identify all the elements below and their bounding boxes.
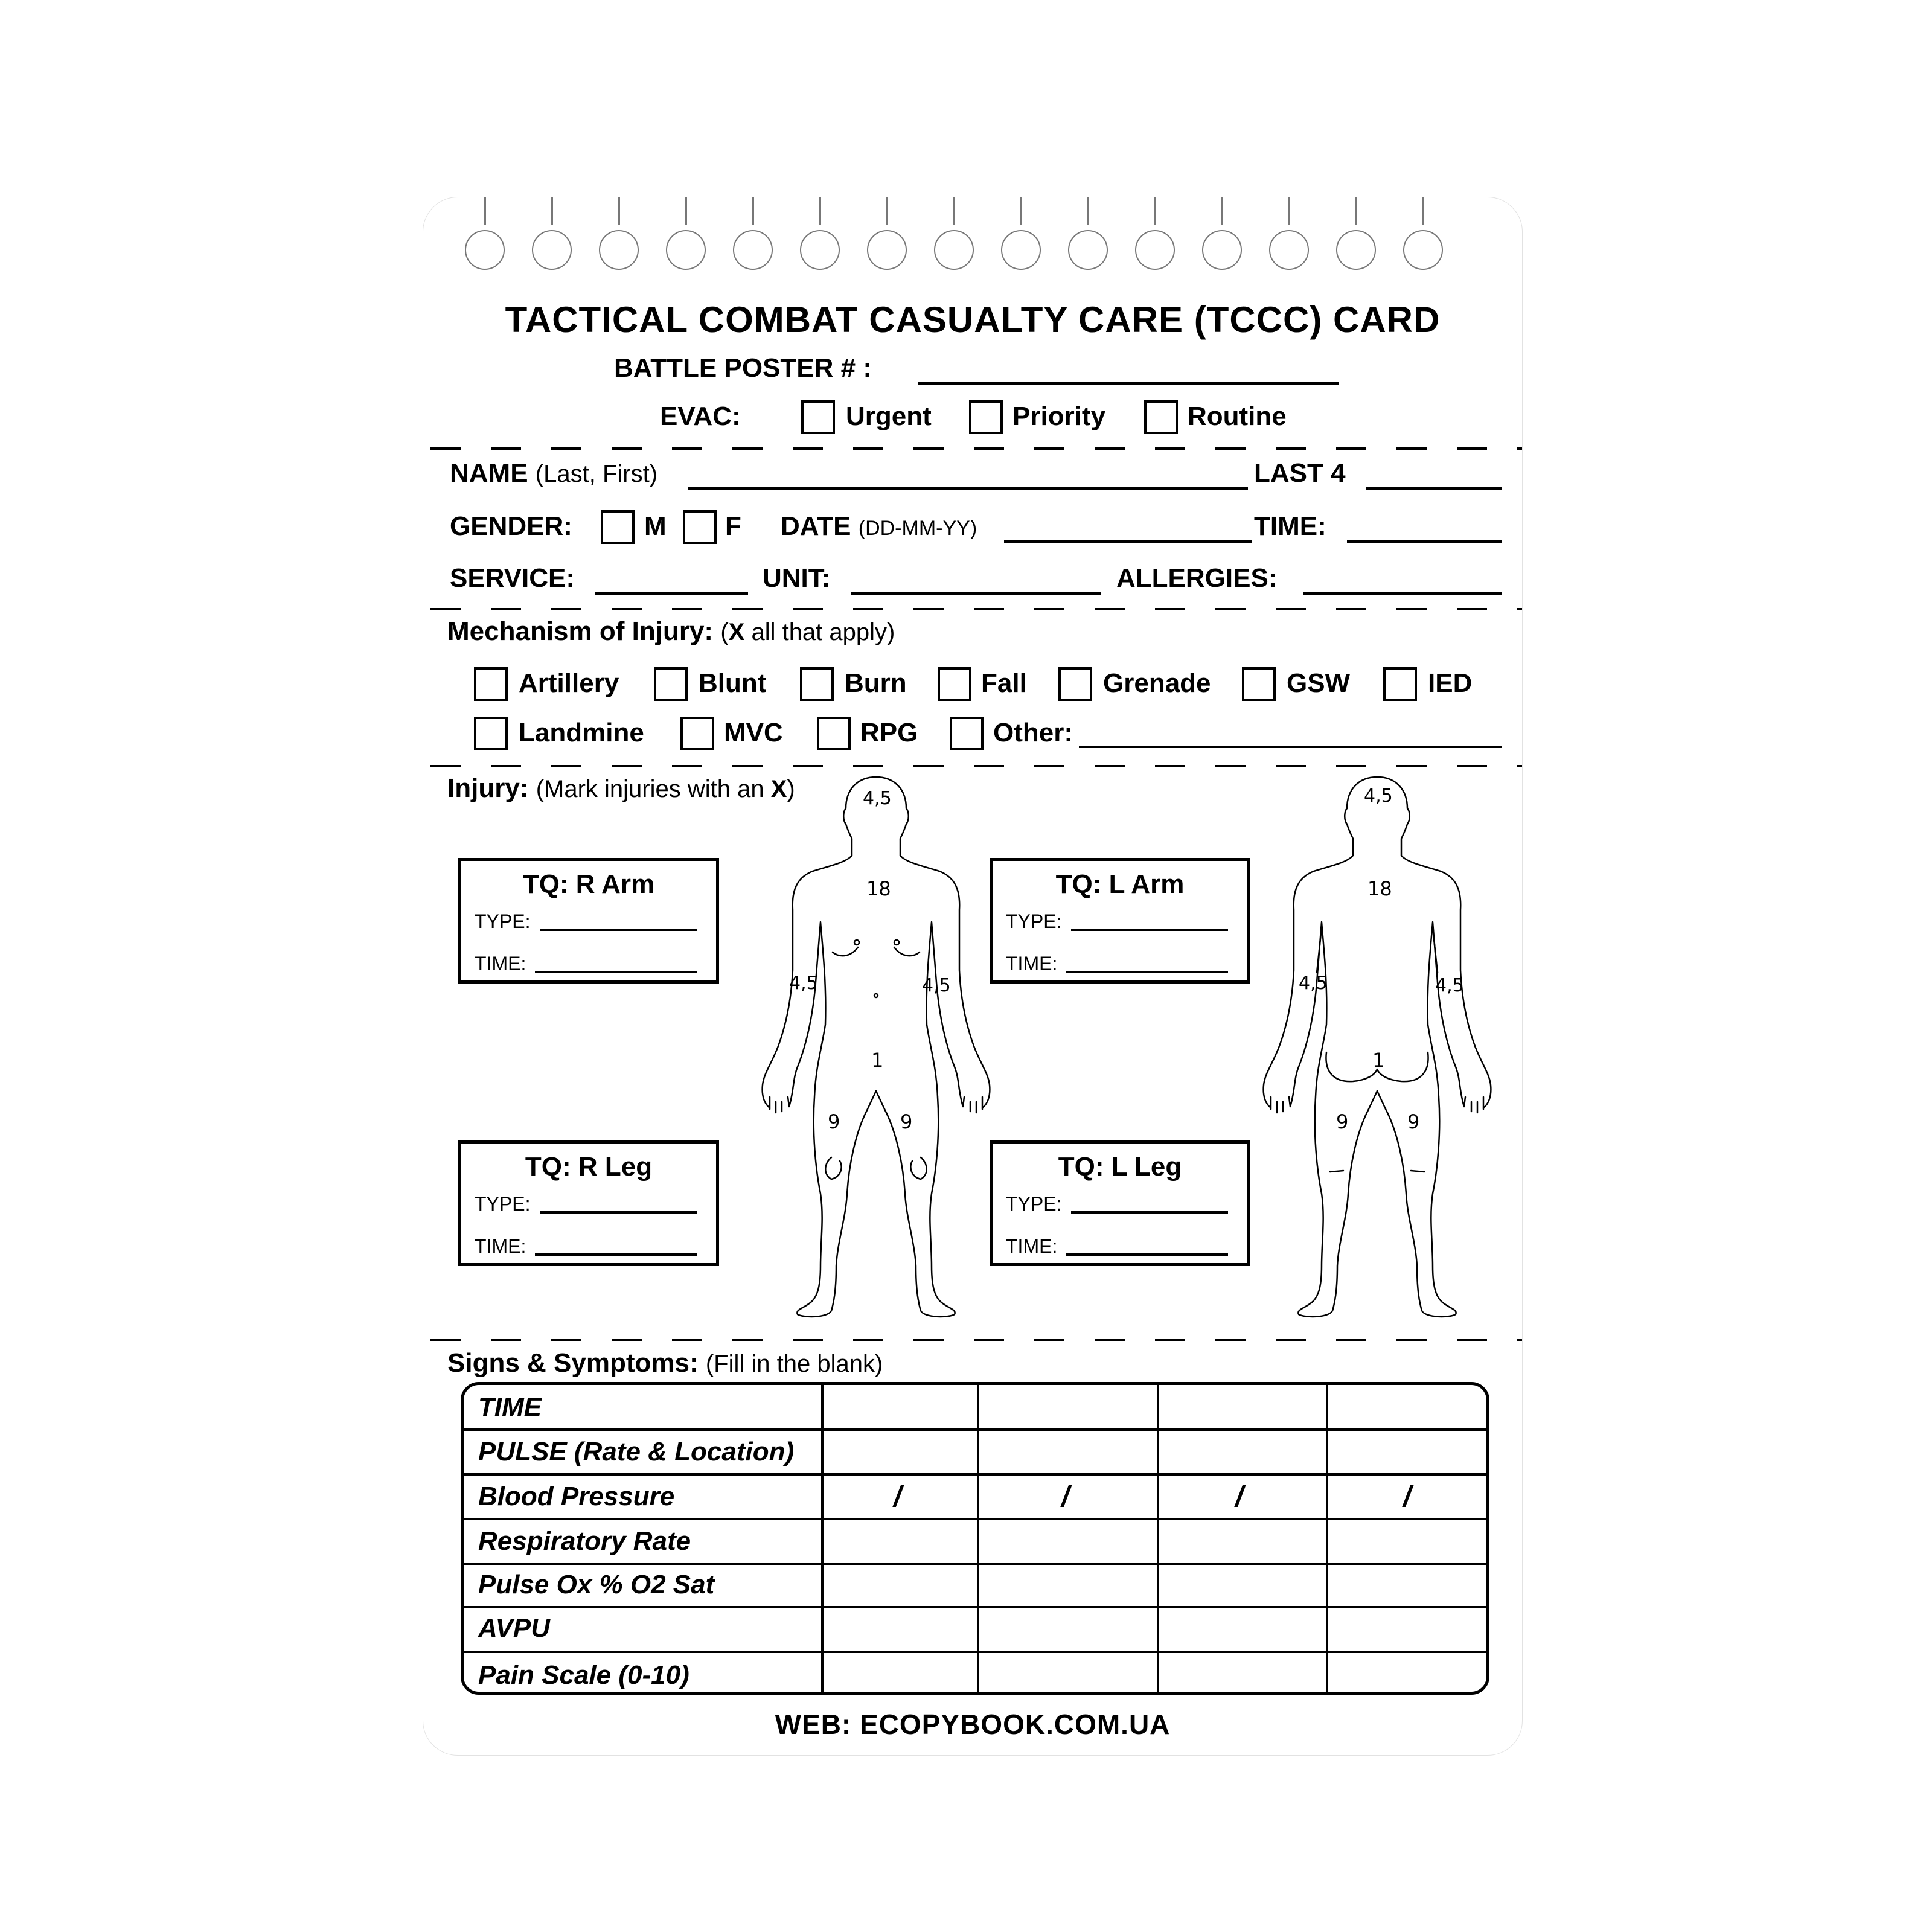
binding-wire [886, 197, 888, 225]
front-torso-pct: 18 [866, 877, 891, 900]
table-row-divider [464, 1563, 1486, 1565]
binding-wire [685, 197, 687, 225]
gender-m-label: M [644, 511, 667, 541]
gender-f-checkbox[interactable] [683, 510, 717, 544]
tq-time-label: TIME: [475, 953, 526, 974]
binding-hole [1135, 230, 1175, 270]
front-pelvis-pct: 1 [871, 1049, 884, 1072]
binding-hole [1068, 230, 1108, 270]
evac-label: EVAC: [660, 401, 741, 431]
unit-field[interactable] [851, 592, 1101, 595]
tq-left-arm-type-field[interactable] [1071, 929, 1228, 931]
binding-hole [934, 230, 974, 270]
unit-label: UNIT: [763, 563, 831, 593]
date-label-text: DATE [781, 511, 851, 541]
tq-right-leg-title: TQ: R Leg [525, 1152, 653, 1182]
binding-hole [666, 230, 706, 270]
front-left-arm-pct: 4,5 [922, 975, 951, 996]
time-label: TIME: [1254, 511, 1326, 541]
binding-hole [1336, 230, 1376, 270]
binding-wire [484, 197, 486, 225]
service-label: SERVICE: [450, 563, 575, 593]
card-title: TACTICAL COMBAT CASUALTY CARE (TCCC) CARD [505, 299, 1441, 340]
back-torso-pct: 18 [1367, 877, 1392, 900]
last4-label: LAST 4 [1254, 458, 1346, 488]
mechanism-landmine-checkbox[interactable] [474, 717, 508, 750]
tq-type-label: TYPE: [1006, 910, 1062, 932]
injury-hint-x: X [770, 776, 787, 802]
section-divider [430, 608, 1522, 610]
tq-time-label: TIME: [1006, 953, 1058, 974]
mechanism-fall-checkbox[interactable] [938, 667, 971, 701]
date-field[interactable] [1004, 540, 1252, 543]
tq-right-arm-type-field[interactable] [540, 929, 697, 931]
tq-type-label: TYPE: [475, 1193, 531, 1215]
binding-wire [1422, 197, 1424, 225]
battle-poster-field[interactable] [918, 382, 1339, 385]
mechanism-gsw-label: GSW [1287, 668, 1351, 698]
vitals-table [461, 1382, 1489, 1695]
binding-hole [733, 230, 773, 270]
mechanism-hint-x: X [728, 619, 745, 645]
mechanism-fall-label: Fall [981, 668, 1027, 698]
mechanism-other-checkbox[interactable] [950, 717, 984, 750]
tq-type-label: TYPE: [1006, 1193, 1062, 1215]
injury-hint-prefix: (Mark injuries with an [536, 776, 771, 802]
last4-field[interactable] [1366, 487, 1502, 490]
vitals-row-blood-pressure: Blood Pressure [478, 1482, 675, 1511]
mechanism-landmine-label: Landmine [519, 718, 644, 747]
binding-hole [599, 230, 639, 270]
vitals-row-pulse-ox: Pulse Ox % O2 Sat [478, 1570, 715, 1599]
back-pelvis-pct: 1 [1372, 1049, 1385, 1072]
vitals-row-time: TIME [478, 1392, 542, 1422]
allergies-field[interactable] [1303, 592, 1502, 595]
mechanism-other-label: Other: [993, 718, 1073, 747]
binding-hole [465, 230, 505, 270]
footer-web: WEB: ECOPYBOOK.COM.UA [775, 1709, 1171, 1740]
binding-hole [867, 230, 907, 270]
front-head-pct: 4,5 [863, 788, 892, 809]
table-column-divider [1326, 1385, 1328, 1692]
table-row-divider [464, 1518, 1486, 1520]
mechanism-hint-prefix: ( [720, 619, 729, 645]
binding-hole [1403, 230, 1443, 270]
table-row-divider [464, 1473, 1486, 1476]
mechanism-gsw-checkbox[interactable] [1242, 667, 1276, 701]
mechanism-blunt-label: Blunt [699, 668, 767, 698]
body-outline [876, 777, 990, 1317]
binding-hole [532, 230, 572, 270]
section-divider [430, 447, 1522, 450]
evac-routine-checkbox[interactable] [1144, 400, 1178, 434]
body-outline [763, 777, 876, 1317]
back-left-leg-pct: 9 [1336, 1110, 1349, 1133]
section-divider [430, 1339, 1522, 1341]
tq-left-arm-time-field[interactable] [1066, 971, 1228, 973]
bp-separator: / [894, 1481, 902, 1513]
signs-heading [447, 1348, 883, 1378]
binding-wire [1288, 197, 1290, 225]
evac-routine-label: Routine [1188, 401, 1287, 431]
tq-right-leg-time-field[interactable] [535, 1253, 697, 1256]
binding-hole [1269, 230, 1309, 270]
name-label-text: NAME [450, 458, 528, 488]
front-right-arm-pct: 4,5 [789, 973, 818, 994]
tq-left-leg-type-field[interactable] [1071, 1211, 1228, 1214]
evac-urgent-label: Urgent [846, 401, 932, 431]
tq-left-leg-time-field[interactable] [1066, 1253, 1228, 1256]
table-column-divider [1157, 1385, 1159, 1692]
tq-time-label: TIME: [475, 1235, 526, 1257]
binding-wire [1221, 197, 1223, 225]
gender-f-label: F [725, 511, 741, 541]
tq-left-arm-box [990, 858, 1250, 984]
mechanism-ied-label: IED [1428, 668, 1473, 698]
mechanism-grenade-checkbox[interactable] [1058, 667, 1092, 701]
mechanism-grenade-label: Grenade [1103, 668, 1211, 698]
tq-left-arm-title: TQ: L Arm [1055, 869, 1185, 899]
body-outline [1377, 777, 1491, 1317]
injury-heading [447, 773, 795, 804]
binding-hole [1202, 230, 1242, 270]
front-right-leg-pct: 9 [828, 1110, 840, 1133]
binding-wire [819, 197, 821, 225]
service-field[interactable] [595, 592, 748, 595]
evac-priority-checkbox[interactable] [969, 400, 1003, 434]
mechanism-rpg-label: RPG [860, 718, 918, 747]
tq-right-leg-box [458, 1140, 719, 1266]
vitals-row-pain-scale: Pain Scale (0-10) [478, 1660, 689, 1690]
mechanism-burn-label: Burn [845, 668, 907, 698]
binding-hole [1001, 230, 1041, 270]
binding-wire [1154, 197, 1156, 225]
evac-urgent-checkbox[interactable] [801, 400, 835, 434]
mechanism-artillery-label: Artillery [519, 668, 619, 698]
binding-wire [1087, 197, 1089, 225]
binding-wire [953, 197, 955, 225]
tq-right-leg-type-field[interactable] [540, 1211, 697, 1214]
table-column-divider [821, 1385, 824, 1692]
tq-right-arm-box [458, 858, 719, 984]
back-right-arm-pct: 4,5 [1435, 975, 1464, 996]
mechanism-blunt-checkbox[interactable] [654, 667, 688, 701]
tq-left-leg-title: TQ: L Leg [1058, 1152, 1182, 1182]
tq-right-arm-title: TQ: R Arm [522, 869, 655, 899]
injury-hint-suffix: ) [787, 776, 795, 802]
binding-wire [618, 197, 620, 225]
vitals-row-avpu: AVPU [478, 1613, 550, 1643]
vitals-row-pulse: PULSE (Rate & Location) [478, 1437, 795, 1467]
battle-poster-label: BATTLE POSTER # : [614, 353, 872, 383]
table-row-divider [464, 1606, 1486, 1608]
binding-wire [752, 197, 754, 225]
binding-hole [800, 230, 840, 270]
gender-label: GENDER: [450, 511, 572, 541]
signs-label: Signs & Symptoms: [447, 1348, 699, 1378]
name-label [450, 458, 657, 488]
table-row-divider [464, 1651, 1486, 1653]
body-outline [1264, 777, 1377, 1317]
tq-right-arm-time-field[interactable] [535, 971, 697, 973]
binding-wire [551, 197, 553, 225]
allergies-label: ALLERGIES: [1116, 563, 1278, 593]
name-hint: (Last, First) [535, 461, 658, 487]
name-field[interactable] [688, 487, 1248, 490]
injury-label: Injury: [447, 773, 529, 803]
tccc-card [423, 197, 1523, 1756]
time-field[interactable] [1347, 540, 1502, 543]
mechanism-hint [720, 619, 895, 645]
bp-separator: / [1061, 1481, 1070, 1513]
mechanism-mvc-checkbox[interactable] [680, 717, 714, 750]
table-column-divider [977, 1385, 979, 1692]
back-right-leg-pct: 9 [1407, 1110, 1420, 1133]
back-head-pct: 4,5 [1364, 785, 1393, 807]
binding-wire [1355, 197, 1357, 225]
mechanism-heading [447, 616, 895, 647]
evac-priority-label: Priority [1012, 401, 1106, 431]
bp-separator: / [1235, 1481, 1244, 1513]
mechanism-rpg-checkbox[interactable] [817, 717, 851, 750]
mechanism-burn-checkbox[interactable] [800, 667, 834, 701]
bp-separator: / [1403, 1481, 1412, 1513]
mechanism-other-field[interactable] [1079, 746, 1502, 748]
mechanism-mvc-label: MVC [724, 718, 783, 747]
mechanism-label: Mechanism of Injury: [447, 616, 714, 646]
tq-time-label: TIME: [1006, 1235, 1058, 1257]
tq-left-leg-box [990, 1140, 1250, 1266]
signs-hint: (Fill in the blank) [705, 1351, 883, 1377]
binding-wire [1020, 197, 1022, 225]
vitals-row-respiratory-rate: Respiratory Rate [478, 1526, 691, 1556]
mechanism-ied-checkbox[interactable] [1383, 667, 1417, 701]
table-row-divider [464, 1428, 1486, 1431]
gender-m-checkbox[interactable] [601, 510, 635, 544]
date-label [781, 511, 977, 542]
mechanism-artillery-checkbox[interactable] [474, 667, 508, 701]
front-left-leg-pct: 9 [900, 1110, 913, 1133]
tq-type-label: TYPE: [475, 910, 531, 932]
mechanism-hint-suffix: all that apply) [744, 619, 895, 645]
back-left-arm-pct: 4,5 [1299, 973, 1328, 994]
section-divider [430, 765, 1522, 767]
date-hint: (DD-MM-YY) [858, 517, 977, 540]
